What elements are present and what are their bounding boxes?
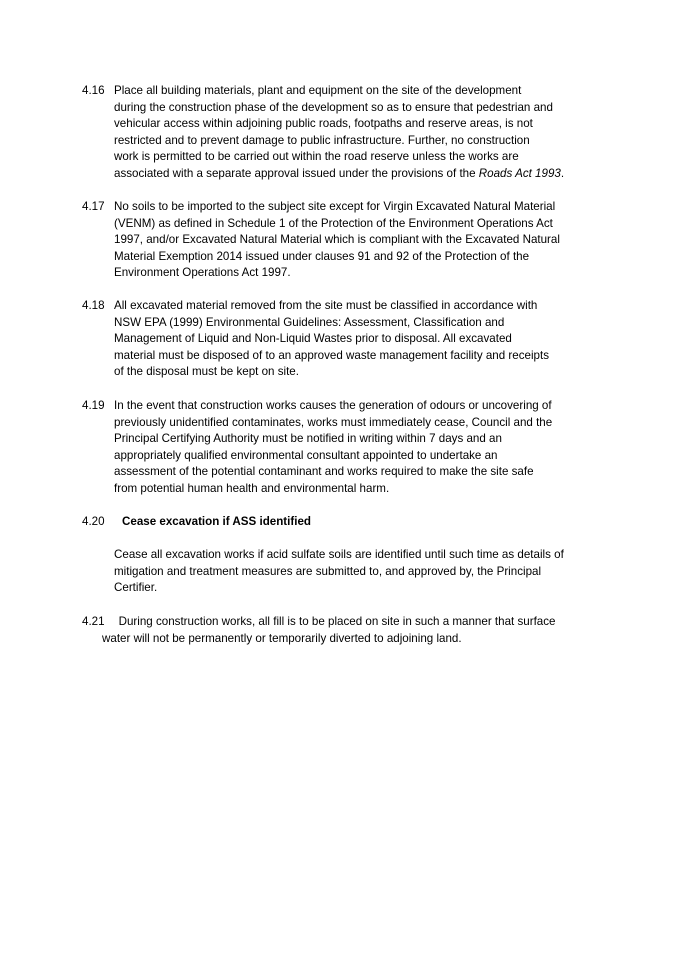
text-line: Material Exemption 2014 issued under clauses 91 and 92 of the Protection of the xyxy=(114,249,530,263)
text-line: restricted and to prevent damage to public infrastructure. Further, no construction xyxy=(114,133,530,147)
clause-number: 4.16 xyxy=(82,84,105,97)
clause-4-21 xyxy=(82,614,602,647)
text-line: mitigation and treatment measures are submitted to, and approved by, the Principal xyxy=(114,564,542,578)
text-line: water will not be permanently or temporarily diverted to adjoining land. xyxy=(102,631,462,645)
text-segment: During construction works, all fill is to be placed on site in such a manner that surface xyxy=(118,615,556,628)
text-line: of the disposal must be kept on site. xyxy=(114,365,299,379)
text-segment: . xyxy=(560,166,565,180)
clause-heading: Cease excavation if ASS identified xyxy=(122,515,311,528)
text-line: In the event that construction works causes the generation of odours or uncovering of xyxy=(114,399,552,412)
text-line: from potential human health and environmental harm. xyxy=(114,481,390,495)
text-line: vehicular access within adjoining public roads, footpaths and reserve areas, is not xyxy=(114,117,533,131)
text-line: No soils to be imported to the subject site except for Virgin Excavated Natural Material xyxy=(114,200,556,213)
clause-number: 4.21 xyxy=(82,615,105,628)
act-reference: Roads Act 1993 xyxy=(478,166,561,180)
text-line: Principal Certifying Authority must be notified in writing within 7 days and an xyxy=(114,432,502,446)
text-segment: associated with a separate approval issued under the provisions of the xyxy=(114,166,479,180)
clause-text xyxy=(114,547,602,597)
text-line: assessment of the potential contaminant and works required to make the site safe xyxy=(114,465,534,479)
text-line xyxy=(114,166,602,183)
text-line: NSW EPA (1999) Environmental Guidelines: Assessment, Classification and xyxy=(114,315,505,329)
text-line: Cease all excavation works if acid sulfate soils are identified until such time as details of xyxy=(114,548,564,561)
text-line: material must be disposed of to an approved waste management facility and receipts xyxy=(114,348,550,362)
text-line: Environment Operations Act 1997. xyxy=(114,266,291,280)
text-line: All excavated material removed from the site must be classified in accordance with xyxy=(114,299,538,312)
text-line: Place all building materials, plant and equipment on the site of the development xyxy=(114,84,522,97)
text-line: (VENM) as defined in Schedule 1 of the Protection of the Environment Operations Act xyxy=(114,216,553,230)
text-line: Certifier. xyxy=(114,581,158,595)
text-line: Management of Liquid and Non-Liquid Wastes prior to disposal. All excavated xyxy=(114,332,512,346)
text-line: during the construction phase of the development so as to ensure that pedestrian and xyxy=(114,100,553,114)
clause-number: 4.19 xyxy=(82,399,105,412)
text-line: work is permitted to be carried out within the road reserve unless the works are xyxy=(114,150,519,164)
clause-text xyxy=(114,398,602,498)
clause-text xyxy=(114,83,602,183)
clause-number: 4.20 xyxy=(82,515,105,528)
text-line xyxy=(82,614,602,631)
clause-number: 4.17 xyxy=(82,200,105,213)
clause-text xyxy=(114,298,602,381)
text-line: 1997, and/or Excavated Natural Material which is compliant with the Excavated Natural xyxy=(114,233,560,247)
text-line: previously unidentified contaminates, works must immediately cease, Council and the xyxy=(114,415,553,429)
clause-text xyxy=(114,199,602,282)
text-line: appropriately qualified environmental consultant appointed to undertake an xyxy=(114,448,498,462)
clause-number: 4.18 xyxy=(82,299,105,312)
